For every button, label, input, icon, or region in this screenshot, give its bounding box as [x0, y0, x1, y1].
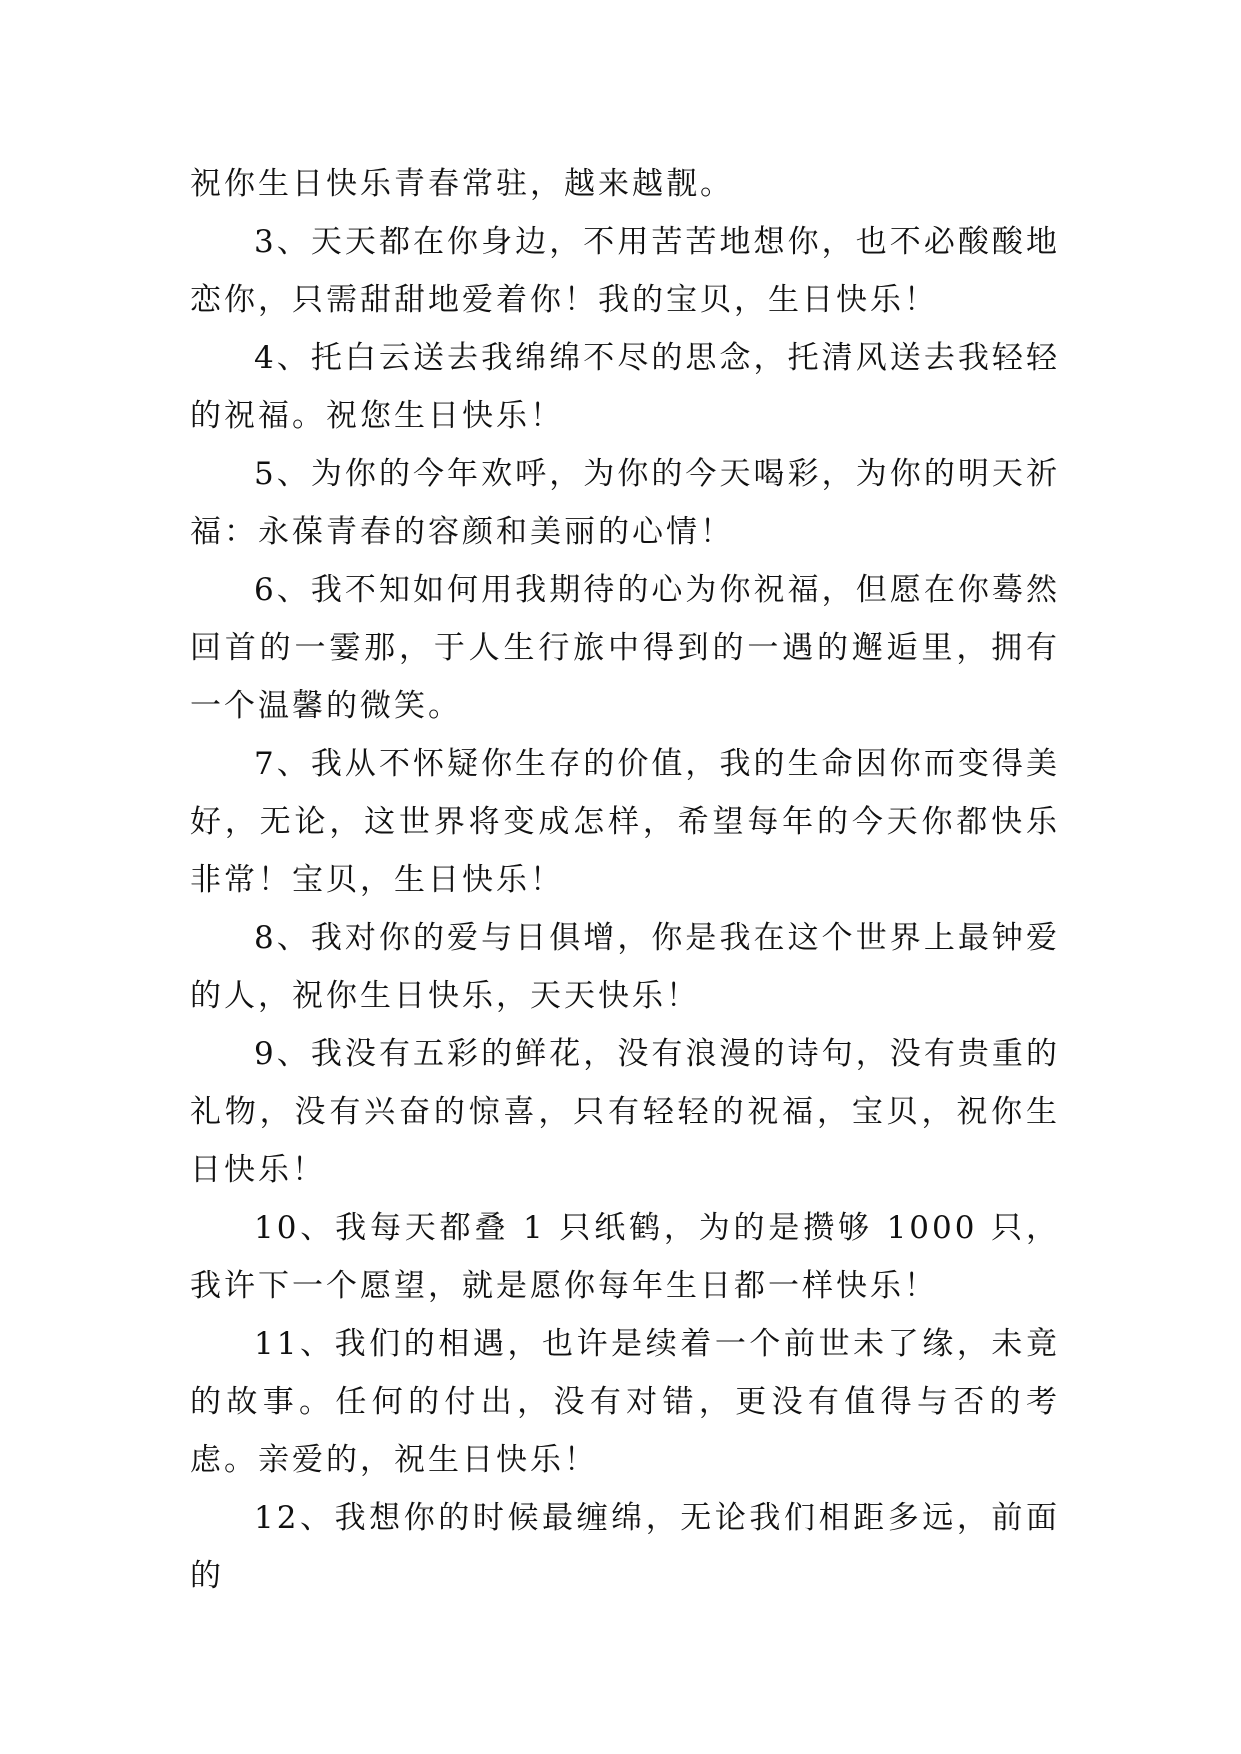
paragraph-item-12: 12、我想你的时候最缠绵，无论我们相距多远，前面的 [190, 1500, 1060, 1594]
paragraph-item-4: 4、托白云送去我绵绵不尽的思念，托清风送去我轻轻的祝福。祝您生日快乐！ [190, 340, 1060, 434]
paragraph-item-11: 11、我们的相遇，也许是续着一个前世未了缘，未竟的故事。任何的付出，没有对错，更没有值得与否的考虑。亲爱的，祝生日快乐！ [190, 1326, 1060, 1478]
paragraph-item-9: 9、我没有五彩的鲜花，没有浪漫的诗句，没有贵重的礼物，没有兴奋的惊喜，只有轻轻的祝福，宝贝，祝你生日快乐！ [190, 1036, 1060, 1188]
paragraph-item-6: 6、我不知如何用我期待的心为你祝福，但愿在你蓦然回首的一霎那，于人生行旅中得到的一遇的邂逅里，拥有一个温馨的微笑。 [190, 572, 1060, 724]
paragraph-item-8: 8、我对你的爱与日俱增，你是我在这个世界上最钟爱的人，祝你生日快乐，天天快乐！ [190, 920, 1060, 1014]
document-body [190, 155, 1060, 1605]
paragraph-item-3: 3、天天都在你身边，不用苦苦地想你，也不必酸酸地恋你，只需甜甜地爱着你！我的宝贝，生日快乐！ [190, 224, 1060, 318]
paragraph-item-7: 7、我从不怀疑你生存的价值，我的生命因你而变得美好，无论，这世界将变成怎样，希望每年的今天你都快乐非常！宝贝，生日快乐！ [190, 746, 1060, 898]
paragraph-continuation: 祝你生日快乐青春常驻，越来越靓。 [190, 166, 734, 202]
paragraph-item-10: 10、我每天都叠 1 只纸鹤，为的是攒够 1000 只，我许下一个愿望，就是愿你每年生日都一样快乐！ [190, 1210, 1060, 1304]
paragraph-item-5: 5、为你的今年欢呼，为你的今天喝彩，为你的明天祈福：永葆青春的容颜和美丽的心情！ [190, 456, 1060, 550]
